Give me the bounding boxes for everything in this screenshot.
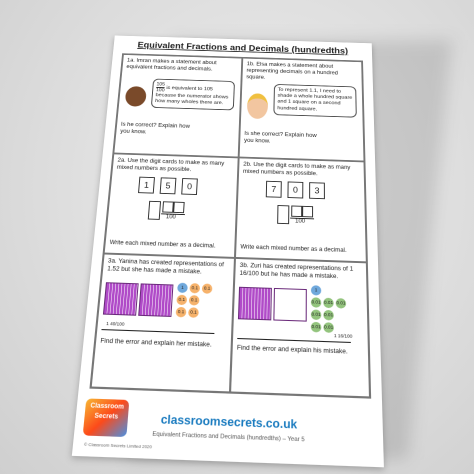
whole-box xyxy=(277,205,289,224)
place-value-counter: 0.01 xyxy=(336,298,346,309)
q3a-find: Find the error and explain her mistake. xyxy=(100,337,212,349)
q2b-denominator: 100 xyxy=(295,218,306,225)
digit-card: 0 xyxy=(181,178,198,195)
place-value-counter: 0.1 xyxy=(202,283,213,293)
hundred-square-partial xyxy=(273,288,306,322)
hundred-square-partial xyxy=(138,283,173,317)
q3a-number-line-label: 1 40/100 xyxy=(105,320,125,327)
place-value-counter: 0.1 xyxy=(176,295,187,305)
q2b-write: Write each mixed number as a decimal. xyxy=(240,244,347,254)
q1a-ask: Is he correct? Explain how you know. xyxy=(120,121,191,135)
q1b-bubble-text: To represent 1.1, I need to shade a whole hundred square and 1 square on a second hundred square. xyxy=(277,87,353,112)
girl-avatar xyxy=(247,93,268,119)
digit-card: 1 xyxy=(138,177,155,194)
place-value-counter: 0.1 xyxy=(189,283,200,293)
q3b-find: Find the error and explain his mistake. xyxy=(236,344,348,356)
place-value-counter: 0.01 xyxy=(311,309,321,320)
hundred-square-full xyxy=(103,282,139,316)
place-value-counter: 0.1 xyxy=(176,307,187,318)
question-grid xyxy=(89,53,371,398)
digit-card: 7 xyxy=(266,181,282,198)
q2a-digit-cards xyxy=(138,177,204,196)
place-value-counter: 1 xyxy=(177,283,188,293)
footer xyxy=(72,393,384,468)
place-value-counter: 0.01 xyxy=(311,322,321,333)
q1a-bubble-line2: because the numerator shows how many wholes there are. xyxy=(154,92,229,107)
q1a-fraction: $\frac{105}{100}$ xyxy=(155,82,166,94)
digit-card: 5 xyxy=(160,177,177,194)
question-1b xyxy=(239,58,365,162)
place-value-counter: 0.01 xyxy=(323,298,333,309)
classroom-secrets-logo: Classroom Secrets xyxy=(83,398,130,437)
q2b-digit-cards xyxy=(266,181,331,200)
q1a-prompt: 1a. Imran makes a statement about equivalent fractions and decimals. xyxy=(126,57,217,73)
copyright: © Classroom Secrets Limited 2020 xyxy=(83,441,153,450)
q2a-denominator: 100 xyxy=(165,214,176,221)
digit-card: 3 xyxy=(309,182,325,199)
q3b-number-line-label: 1 16/100 xyxy=(333,332,353,339)
q3b-prompt: 3b. Zuri has created representations of 1 16/100 but he has made a mistake. xyxy=(239,262,354,280)
q2b-prompt: 2b. Use the digit cards to make as many mixed numbers as possible. xyxy=(242,161,351,177)
q1b-ask: Is she correct? Explain how you know. xyxy=(243,130,317,145)
q1a-bubble-line1: is equivalent to 105 xyxy=(166,85,214,93)
q1b-prompt: 1b. Elsa makes a statement about representing decimals on a hundred square. xyxy=(246,61,339,81)
numerator-box xyxy=(302,206,313,218)
place-value-counter: 0.1 xyxy=(189,295,200,305)
numerator-box xyxy=(162,201,174,213)
question-1a xyxy=(113,54,242,157)
q1a-speech-bubble xyxy=(151,79,235,111)
question-3a xyxy=(91,254,235,393)
place-value-counter: 0.1 xyxy=(188,307,199,318)
number-line xyxy=(101,329,214,334)
numerator-box xyxy=(291,205,302,217)
place-value-counter: 0.01 xyxy=(323,322,334,333)
worksheet-subtitle: Equivalent Fractions and Decimals (hundredths) – Year 5 xyxy=(152,431,305,444)
question-2a xyxy=(104,153,239,258)
q1b-speech-bubble xyxy=(273,84,356,118)
place-value-counter: 0.01 xyxy=(311,297,321,308)
q3a-prompt: 3a. Yanina has created representations of 1.52 but she has made a mistake. xyxy=(106,257,225,276)
q2a-write: Write each mixed number as a decimal. xyxy=(109,239,216,249)
place-value-counter: 1 xyxy=(311,285,321,295)
question-3b xyxy=(230,258,370,398)
q2a-prompt: 2a. Use the digit cards to make as many mixed numbers as possible. xyxy=(116,157,225,173)
whole-box xyxy=(148,201,161,220)
hundred-square-full xyxy=(238,287,272,321)
place-value-counter: 0.01 xyxy=(323,310,333,321)
question-2b xyxy=(235,157,367,262)
worksheet xyxy=(72,36,384,468)
worksheet-title: Equivalent Fractions and Decimals (hundredths) xyxy=(137,40,349,57)
numerator-box xyxy=(173,202,185,214)
boy-avatar xyxy=(125,86,147,107)
digit-card: 0 xyxy=(287,181,303,198)
site-url: classroomsecrets.co.uk xyxy=(160,413,298,432)
